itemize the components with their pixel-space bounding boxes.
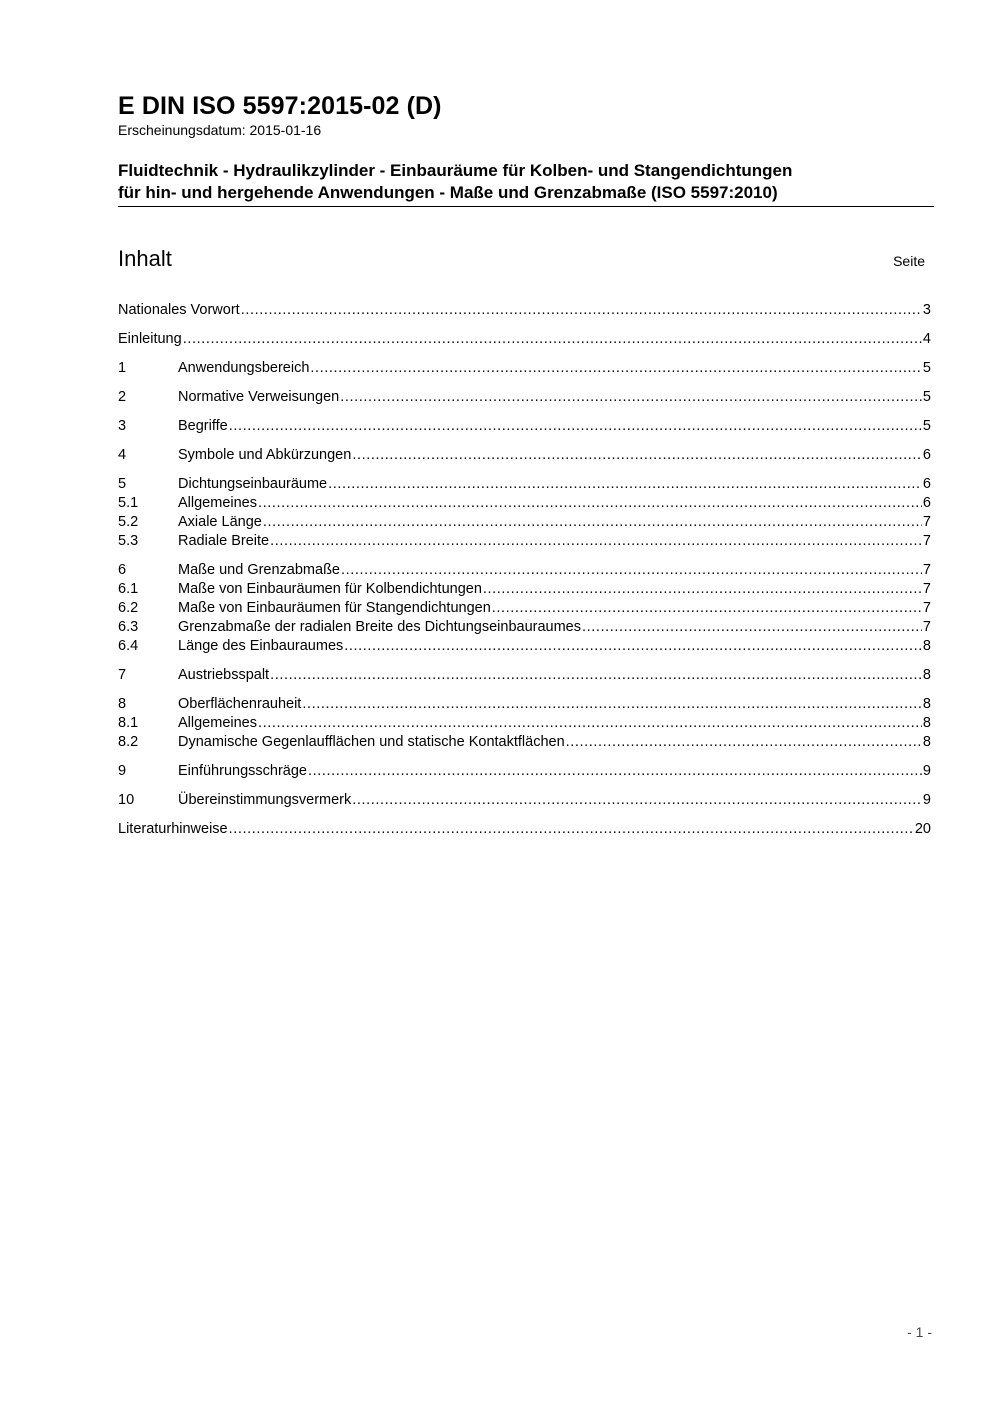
toc-dot-leader	[582, 618, 922, 637]
toc-entry-page: 4	[922, 331, 931, 347]
toc-entry-number: 9	[118, 763, 127, 779]
toc-entry[interactable]	[118, 762, 931, 781]
toc-entry-label: Literaturhinweise	[118, 821, 228, 837]
document-id: E DIN ISO 5597:2015-02 (D)	[118, 92, 442, 120]
toc-entry-number: 1	[118, 360, 127, 376]
toc-entry-number: 5.3	[118, 533, 139, 549]
toc-dot-leader	[270, 532, 922, 551]
toc-entry[interactable]	[118, 301, 931, 320]
toc-entry[interactable]	[118, 733, 931, 752]
toc-entry-label: Maße von Einbauräumen für Stangendichtungen	[178, 600, 491, 616]
toc-dot-leader	[229, 820, 914, 839]
toc-entry[interactable]	[118, 446, 931, 465]
toc-entry[interactable]	[118, 513, 931, 532]
toc-entry-number: 6.4	[118, 638, 139, 654]
toc-entry-label: Einführungsschräge	[178, 763, 307, 779]
toc-dot-leader	[241, 301, 922, 320]
toc-entry-page: 20	[914, 821, 931, 837]
toc-entry-label: Symbole und Abkürzungen	[178, 447, 352, 463]
toc-entry-label: Anwendungsbereich	[178, 360, 310, 376]
toc-entry[interactable]	[118, 494, 931, 513]
toc-entry-page: 9	[922, 763, 931, 779]
toc-entry[interactable]	[118, 666, 931, 685]
toc-entry-number: 7	[118, 667, 127, 683]
toc-dot-leader	[344, 637, 922, 656]
toc-dot-leader	[258, 714, 922, 733]
publication-date: Erscheinungsdatum: 2015-01-16	[118, 122, 322, 138]
toc-entry-number: 10	[118, 792, 135, 808]
toc-entry[interactable]	[118, 475, 931, 494]
toc-dot-leader	[308, 762, 922, 781]
toc-entry-page: 6	[922, 476, 931, 492]
toc-entry-page: 6	[922, 495, 931, 511]
toc-entry-page: 7	[922, 581, 931, 597]
toc-entry-page: 5	[922, 418, 931, 434]
toc-dot-leader	[183, 330, 922, 349]
toc-entry-number: 8.1	[118, 715, 139, 731]
toc-entry-page: 8	[922, 715, 931, 731]
toc-entry-number: 6.3	[118, 619, 139, 635]
toc-dot-leader	[258, 494, 922, 513]
toc-dot-leader	[340, 388, 922, 407]
toc-entry[interactable]	[118, 561, 931, 580]
toc-dot-leader	[566, 733, 922, 752]
toc-entry[interactable]	[118, 791, 931, 810]
toc-entry[interactable]	[118, 330, 931, 349]
toc-entry-label: Austriebsspalt	[178, 667, 270, 683]
toc-entry-label: Nationales Vorwort	[118, 302, 240, 318]
toc-entry-number: 6.2	[118, 600, 139, 616]
toc-entry-page: 8	[922, 667, 931, 683]
toc-entry[interactable]	[118, 714, 931, 733]
toc-entry-number: 8.2	[118, 734, 139, 750]
toc-entry-page: 7	[922, 619, 931, 635]
toc-entry-page: 7	[922, 600, 931, 616]
toc-entry[interactable]	[118, 388, 931, 407]
toc-dot-leader	[483, 580, 922, 599]
toc-entry-number: 2	[118, 389, 127, 405]
toc-entry-page: 5	[922, 389, 931, 405]
toc-entry-label: Maße von Einbauräumen für Kolbendichtungen	[178, 581, 482, 597]
toc-entry-page: 3	[922, 302, 931, 318]
toc-entry[interactable]	[118, 820, 931, 839]
toc-dot-leader	[328, 475, 922, 494]
title-divider	[118, 206, 934, 207]
toc-entry[interactable]	[118, 618, 931, 637]
toc-entry-label: Einleitung	[118, 331, 182, 347]
toc-entry-page: 8	[922, 696, 931, 712]
toc-dot-leader	[302, 695, 922, 714]
toc-dot-leader	[229, 417, 922, 436]
toc-dot-leader	[341, 561, 922, 580]
toc-entry-number: 8	[118, 696, 127, 712]
toc-entry-label: Axiale Länge	[178, 514, 262, 530]
document-title	[118, 160, 938, 204]
toc-entry-page: 8	[922, 638, 931, 654]
toc-entry-number: 5.1	[118, 495, 139, 511]
toc-entry[interactable]	[118, 417, 931, 436]
toc-dot-leader	[263, 513, 922, 532]
toc-entry-label: Länge des Einbauraumes	[178, 638, 344, 654]
toc-entry-label: Dynamische Gegenlaufflächen und statische Kontaktflächen	[178, 734, 565, 750]
toc-entry-page: 7	[922, 533, 931, 549]
toc-entry-number: 6	[118, 562, 127, 578]
toc-dot-leader	[270, 666, 922, 685]
toc-entry-label: Grenzabmaße der radialen Breite des Dichtungseinbauraumes	[178, 619, 581, 635]
toc-entry[interactable]	[118, 695, 931, 714]
toc-entry-label: Allgemeines	[178, 715, 257, 731]
toc-entry-number: 3	[118, 418, 127, 434]
document-title-line-1: Fluidtechnik - Hydraulikzylinder - Einbauräume für Kolben- und Stangendichtungen	[118, 161, 793, 180]
toc-entry[interactable]	[118, 359, 931, 378]
toc-heading: Inhalt	[118, 246, 172, 271]
toc-entry-label: Übereinstimmungsvermerk	[178, 792, 352, 808]
toc-entry[interactable]	[118, 599, 931, 618]
toc-entry-page: 6	[922, 447, 931, 463]
toc-entry[interactable]	[118, 637, 931, 656]
toc-dot-leader	[492, 599, 922, 618]
toc-entry[interactable]	[118, 580, 931, 599]
toc-entry-number: 5.2	[118, 514, 139, 530]
toc-entry-label: Dichtungseinbauräume	[178, 476, 328, 492]
toc-entry-label: Radiale Breite	[178, 533, 270, 549]
toc-entry-label: Oberflächenrauheit	[178, 696, 302, 712]
toc-entry-label: Maße und Grenzabmaße	[178, 562, 340, 578]
toc-page-column-label: Seite	[893, 253, 925, 269]
toc-dot-leader	[310, 359, 922, 378]
footer-page-number: - 1 -	[907, 1324, 932, 1340]
toc-entry-page: 7	[922, 562, 931, 578]
toc-entry-label: Normative Verweisungen	[178, 389, 340, 405]
toc-entry-page: 8	[922, 734, 931, 750]
toc-entry-page: 7	[922, 514, 931, 530]
document-title-line-2: für hin- und hergehende Anwendungen - Maße und Grenzabmaße (ISO 5597:2010)	[118, 183, 778, 202]
toc-entry-number: 6.1	[118, 581, 139, 597]
toc-entry-number: 5	[118, 476, 127, 492]
toc-entry[interactable]	[118, 532, 931, 551]
toc-dot-leader	[352, 446, 922, 465]
toc-dot-leader	[352, 791, 922, 810]
toc-entry-page: 9	[922, 792, 931, 808]
toc-entry-label: Allgemeines	[178, 495, 257, 511]
toc-entry-page: 5	[922, 360, 931, 376]
toc-entry-number: 4	[118, 447, 127, 463]
toc-entry-label: Begriffe	[178, 418, 228, 434]
table-of-contents	[118, 301, 931, 839]
